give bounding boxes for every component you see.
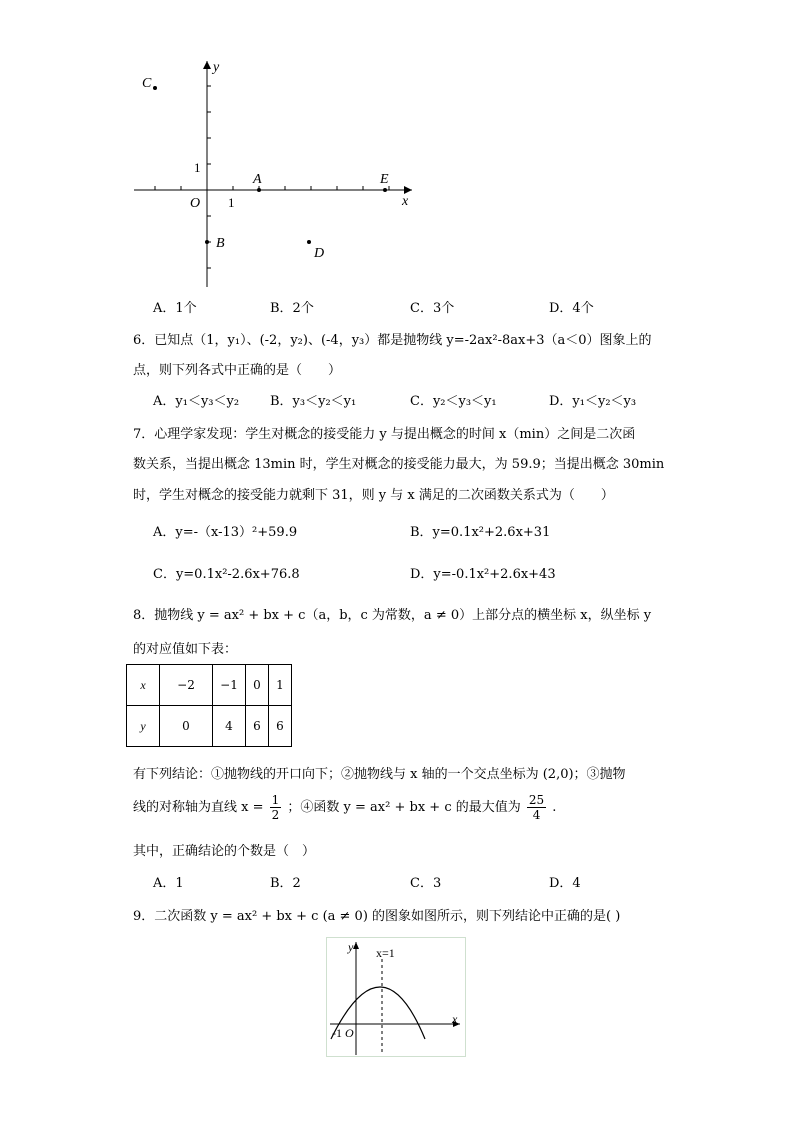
label-1x: 1 (228, 195, 235, 210)
label-O: O (190, 196, 201, 211)
q8-concl-text-a: 线的对称轴为直线 x = (133, 800, 264, 815)
label-C: C (142, 76, 152, 91)
q5-option-d[interactable]: D．4个 (549, 301, 594, 316)
table-cell: −2 (160, 665, 213, 706)
label-y: y (348, 940, 354, 954)
q7-option-d[interactable]: D．y=-0.1x²+2.6x+43 (410, 567, 556, 582)
q8-stem-line1: 8．抛物线 y = ax² + bx + c（a，b，c 为常数，a ≠ 0）上部分点的横坐标 x，纵坐标 y (133, 608, 652, 623)
table-cell: 6 (246, 706, 269, 747)
label-y: y (213, 60, 220, 75)
label-O: O (345, 1026, 354, 1040)
q6-option-d[interactable]: D．y₁＜y₂＜y₃ (549, 394, 637, 409)
coordinate-figure (120, 55, 420, 295)
q7-option-c[interactable]: C．y=0.1x²-2.6x+76.8 (153, 567, 300, 582)
q7-stem-line1: 7．心理学家发现：学生对概念的接受能力 y 与提出概念的时间 x（min）之间是二次函 (133, 427, 636, 442)
q6-stem-line1: 6．已知点（1，y₁）、(-2，y₂)、(-4，y₃）都是抛物线 y=-2ax²-8ax+3（a＜0）图象上的 (133, 333, 652, 348)
q6-option-c[interactable]: C．y₂＜y₃＜y₁ (410, 394, 497, 409)
point-A (257, 188, 261, 192)
q8-concl-text-b: ；④函数 y = ax² + bx + c 的最大值为 (287, 800, 521, 815)
q8-option-c[interactable]: C．3 (410, 876, 442, 891)
q5-option-c[interactable]: C．3个 (410, 301, 455, 316)
label-B: B (216, 236, 225, 251)
q6-stem-line2: 点，则下列各式中正确的是（ ） (133, 363, 342, 378)
q5-option-a[interactable]: A．1个 (153, 301, 197, 316)
frac-den: 2 (271, 808, 280, 822)
point-C (153, 86, 157, 90)
label-E: E (380, 172, 389, 187)
frac-den: 4 (532, 808, 541, 822)
label-x-equals-1: x=1 (376, 946, 395, 960)
q5-option-b[interactable]: B．2个 (270, 301, 314, 316)
q7-option-b[interactable]: B．y=0.1x²+2.6x+31 (410, 525, 551, 540)
frac-num: 1 (271, 793, 280, 807)
label-1y: 1 (194, 160, 201, 175)
label-A: A (253, 172, 262, 187)
table-cell: y (127, 706, 160, 747)
parabola-figure (326, 937, 466, 1057)
q8-concl-text-c: . (552, 800, 557, 815)
table-cell: 0 (246, 665, 269, 706)
q8-conclusions-line2 (133, 793, 556, 822)
label-D: D (314, 246, 325, 261)
point-B (205, 240, 209, 244)
table-cell: 4 (213, 706, 246, 747)
point-D (307, 240, 311, 244)
q8-option-d[interactable]: D．4 (549, 876, 581, 891)
value-table (126, 664, 292, 747)
q6-option-b[interactable]: B．y₃＜y₂＜y₁ (270, 394, 357, 409)
table-row (127, 706, 292, 747)
q7-stem-line2: 数关系，当提出概念 13min 时，学生对概念的接受能力最大，为 59.9；当提出概念 30min (133, 457, 665, 472)
q8-stem-line2: 的对应值如下表： (133, 642, 238, 657)
q9-stem: 9．二次函数 y = ax² + bx + c (a ≠ 0) 的图象如图所示，则下列结论中正确的是( ) (133, 909, 621, 924)
label-x: x (452, 1012, 458, 1026)
table-row (127, 665, 292, 706)
point-E (383, 188, 387, 192)
q8-option-a[interactable]: A．1 (153, 876, 184, 891)
frac-num: 25 (528, 793, 545, 807)
q8-question: 其中，正确结论的个数是（ ） (133, 844, 316, 859)
x-axis-arrow (404, 186, 412, 194)
label-x: x (402, 194, 409, 209)
fraction-one-half (270, 793, 282, 822)
q6-option-a[interactable]: A．y₁＜y₃＜y₂ (153, 394, 240, 409)
table-cell: −1 (213, 665, 246, 706)
table-cell: 6 (269, 706, 292, 747)
table-cell: x (127, 665, 160, 706)
fraction-25-4 (527, 793, 546, 822)
q7-option-a[interactable]: A．y=-（x-13）²+59.9 (153, 525, 298, 540)
q8-conclusions-line1: 有下列结论：①抛物线的开口向下；②抛物线与 x 轴的一个交点坐标为 (2,0)；③抛物 (133, 767, 626, 782)
table-cell: 1 (269, 665, 292, 706)
y-axis-arrow (203, 61, 211, 69)
table-cell: 0 (160, 706, 213, 747)
q8-option-b[interactable]: B．2 (270, 876, 301, 891)
q7-stem-line3: 时，学生对概念的接受能力就剩下 31，则 y 与 x 满足的二次函数关系式为（ ） (133, 488, 614, 503)
label-neg1: -1 (332, 1026, 342, 1040)
